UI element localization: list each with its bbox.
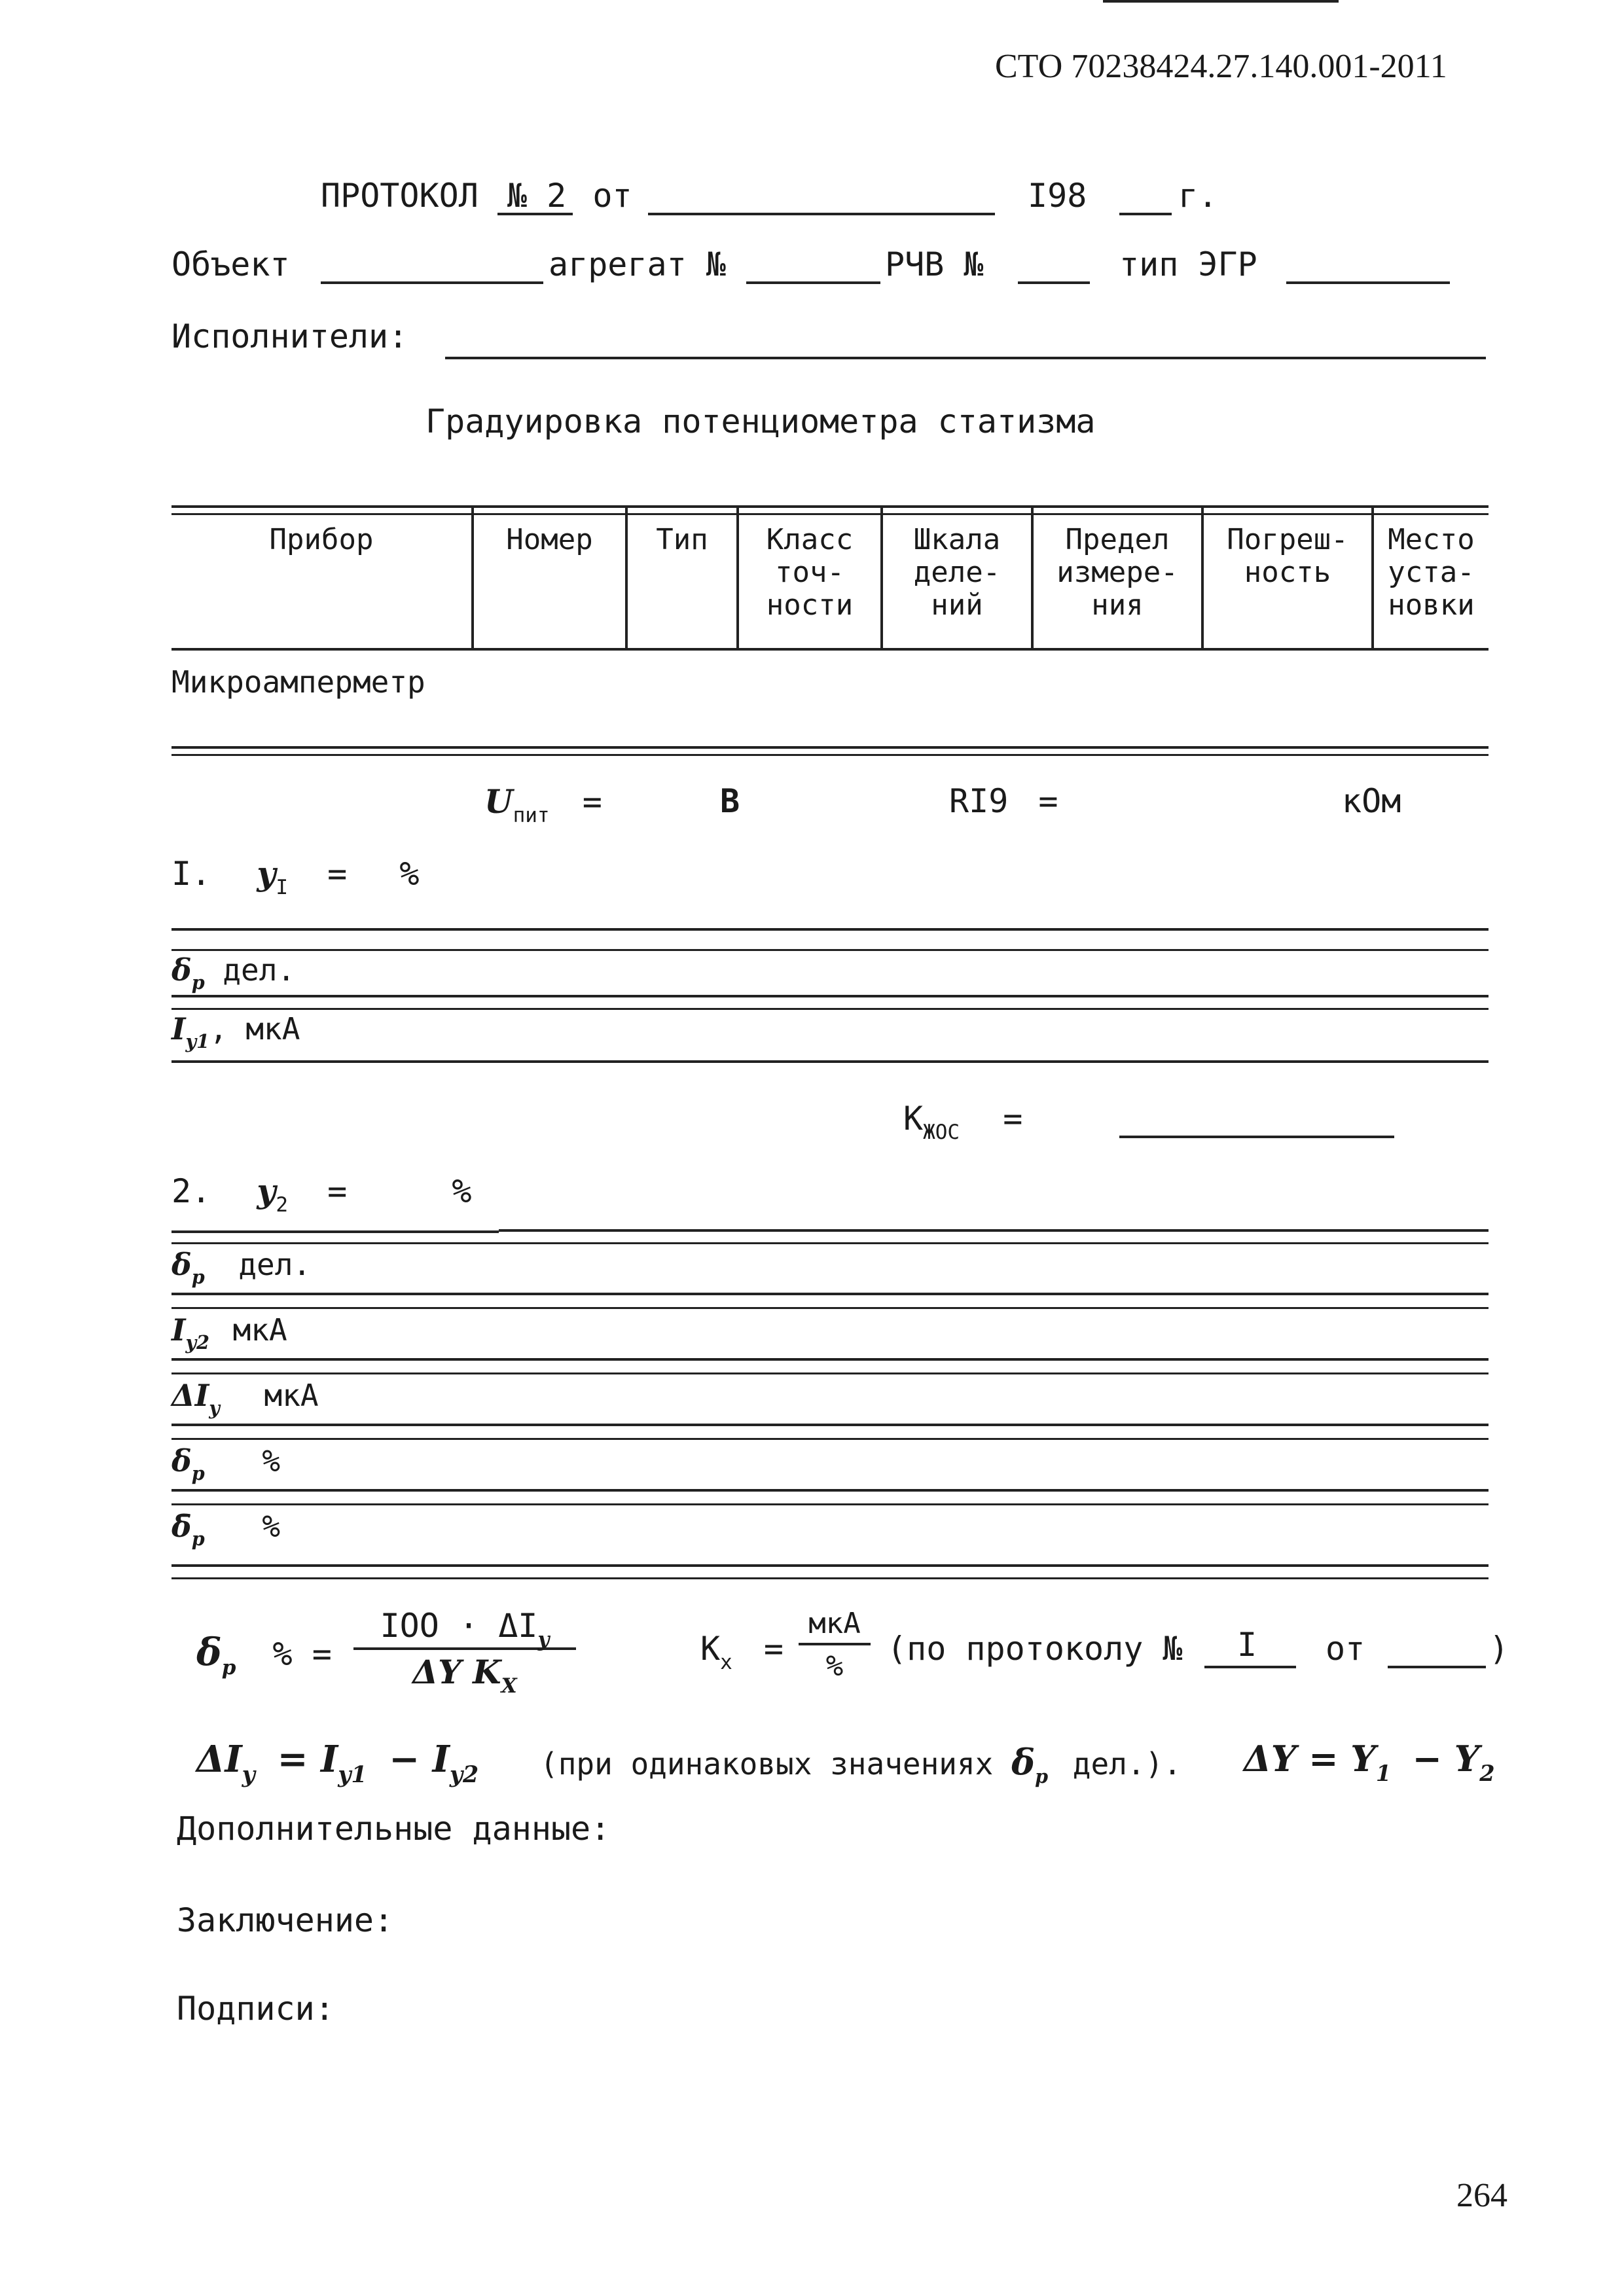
resistor-value-field[interactable] <box>1103 0 1339 3</box>
aggregate-field[interactable] <box>746 281 880 284</box>
step1-eq: = <box>327 855 348 893</box>
kjos-label <box>903 1100 1023 1144</box>
step2-row-deviation <box>171 1247 312 1288</box>
step2-unit: % <box>452 1172 472 1210</box>
rule-line <box>171 1008 1489 1010</box>
formula-note-sub: p <box>1035 1765 1049 1787</box>
formula-statism-symbol: δ <box>196 1630 222 1674</box>
step1-var: y <box>257 854 276 893</box>
step2-row-statism <box>171 1443 281 1484</box>
table-bottom-border-inner <box>171 754 1489 756</box>
performers-label: Исполнители: <box>171 317 408 355</box>
rule-line <box>171 1489 1489 1492</box>
formula-note-symbol: δ <box>1011 1741 1036 1783</box>
table-row-microammeter: Микроамперметр <box>171 664 425 700</box>
rule-line <box>171 1242 1489 1244</box>
rule-line <box>171 1503 1489 1505</box>
table-top-border-inner <box>171 513 1489 515</box>
column-header-range: Предел измере- ния <box>1056 523 1178 622</box>
step2-number: 2. <box>171 1172 211 1210</box>
step1-setpoint <box>171 854 420 899</box>
supply-voltage <box>484 782 602 827</box>
formula-dy-sub2: 2 <box>1479 1761 1495 1787</box>
formula-kx-sub: x <box>720 1650 732 1674</box>
step2-var-sub: 2 <box>276 1193 289 1217</box>
step2-row-sub: p <box>191 1527 205 1550</box>
protocol-from: от <box>592 177 632 215</box>
formula-dy-text: ΔY = Y <box>1244 1738 1376 1780</box>
column-header-scale: Шкала деле- ний <box>913 523 1001 622</box>
protocol-no-underline <box>497 213 573 215</box>
protocol-year-suffix: г. <box>1178 177 1218 215</box>
formula-denominator-sub: X <box>501 1674 517 1698</box>
step1-var-sub: I <box>276 875 289 899</box>
formula-kx-numerator: мкА <box>799 1607 871 1645</box>
protocol-year-field[interactable] <box>1119 213 1172 215</box>
step1-number: I. <box>171 855 211 893</box>
step1-row-symbol: I <box>171 1011 186 1047</box>
step2-eq: = <box>327 1172 348 1210</box>
step2-row-current <box>171 1312 287 1354</box>
formula-numerator <box>353 1607 576 1650</box>
formula-statism-sub: p <box>221 1655 236 1679</box>
formula-note <box>540 1741 1182 1787</box>
column-header-location: Место уста- новки <box>1388 523 1475 622</box>
formula-reference-close: ) <box>1489 1630 1509 1668</box>
step2-row-sub: p <box>191 1265 205 1288</box>
formula-reference <box>887 1630 1183 1668</box>
supply-voltage-sub: пит <box>513 803 550 827</box>
table-top-border <box>171 505 1489 508</box>
kjos-symbol: K <box>903 1100 924 1138</box>
step2-row-statism-mean <box>171 1509 281 1550</box>
column-header-type: Тип <box>656 523 708 556</box>
formula-numerator-text: IOO · ΔI <box>380 1607 538 1645</box>
page-number: 264 <box>1456 2177 1507 2214</box>
formula-denominator <box>353 1650 576 1698</box>
formula-dy-sub1: 1 <box>1375 1761 1392 1787</box>
aggregate-label: агрегат № <box>549 245 726 283</box>
formula-dy <box>1244 1738 1495 1787</box>
step2-row-symbol: δ <box>171 1443 192 1479</box>
formula-statism-unit: % = <box>272 1635 332 1673</box>
step2-row-symbol: I <box>171 1312 186 1348</box>
resistor-unit: кОм <box>1342 782 1401 820</box>
supply-voltage-unit: В <box>720 782 740 820</box>
step2-row-text: % <box>262 1443 281 1479</box>
resistor-label <box>949 782 1058 820</box>
rchv-field[interactable] <box>1018 281 1090 284</box>
formula-numerator-sub: y <box>537 1627 550 1651</box>
step1-row-current <box>171 1011 300 1052</box>
step2-row-sub: y2 <box>185 1331 209 1354</box>
step1-row-symbol: δ <box>171 952 192 988</box>
formula-delta-lhs: ΔI <box>196 1738 242 1781</box>
rchv-label: РЧВ № <box>885 245 984 283</box>
formula-note-text: (при одинаковых значениях <box>540 1746 994 1782</box>
step1-row-text: дел. <box>223 952 296 988</box>
formula-delta-term2: − I <box>389 1738 450 1781</box>
step2-row-sub: y <box>209 1396 220 1419</box>
object-label: Объект <box>171 245 290 283</box>
rule-line <box>171 1307 1489 1309</box>
rule-line <box>171 1293 1489 1295</box>
signatures-label: Подписи: <box>177 1990 334 2028</box>
rule-line <box>171 1358 1489 1361</box>
formula-kx-symbol: K <box>700 1630 721 1668</box>
rule-line <box>171 928 1489 931</box>
kjos-eq: = <box>1003 1100 1023 1138</box>
protocol-no-sign: № <box>507 177 528 215</box>
protocol-year-prefix: I98 <box>1028 177 1087 215</box>
step1-row-sub: y1 <box>185 1030 209 1052</box>
rule-line <box>171 1577 1489 1579</box>
step1-row-deviation <box>171 952 296 994</box>
table-header-bottom-border <box>171 648 1489 651</box>
formula-kx-eq: = <box>763 1630 784 1668</box>
formula-statism-fraction <box>353 1607 576 1698</box>
step2-var: y <box>257 1172 276 1210</box>
formula-reference-date-field[interactable] <box>1388 1666 1486 1668</box>
rule-line <box>171 1372 1489 1374</box>
protocol-title-text: ПРОТОКОЛ <box>321 177 478 215</box>
egr-type-label: тип ЭГР <box>1119 245 1257 283</box>
protocol-date-field[interactable] <box>648 213 995 215</box>
formula-kx-fraction <box>799 1607 871 1683</box>
rule-line <box>171 1438 1489 1440</box>
egr-type-field[interactable] <box>1286 281 1450 284</box>
step2-row-current-delta <box>171 1378 319 1419</box>
formula-delta-term2-sub: y2 <box>449 1761 479 1788</box>
rule-line <box>499 1229 1489 1232</box>
rule-line <box>171 995 1489 997</box>
step2-setpoint <box>171 1172 472 1217</box>
step2-row-symbol: δ̄ <box>171 1509 192 1544</box>
additional-data-label: Дополнительные данные: <box>177 1810 611 1848</box>
rule-line <box>171 1564 1489 1567</box>
formula-kx <box>700 1630 784 1674</box>
step2-row-text: дел. <box>238 1247 312 1282</box>
resistor-eq: = <box>1038 782 1058 820</box>
rule-line <box>171 1230 499 1233</box>
rule-line <box>171 949 1489 951</box>
section-title: Градуировка потенциометра статизма <box>425 403 1096 440</box>
formula-reference-protocol-no: I <box>1237 1626 1257 1664</box>
formula-reference-protocol-field[interactable] <box>1204 1666 1296 1668</box>
supply-voltage-eq: = <box>582 783 602 821</box>
formula-denominator-text: ΔY K <box>412 1653 501 1691</box>
formula-delta-lhs-sub: y <box>242 1761 255 1788</box>
protocol-no-value: 2 <box>547 177 567 215</box>
object-field[interactable] <box>321 281 543 284</box>
column-header-error: Погреш- ность <box>1227 523 1348 589</box>
step1-unit: % <box>399 855 420 893</box>
kjos-sub: ЖОС <box>923 1120 960 1144</box>
step2-row-symbol: δ <box>171 1247 192 1282</box>
step2-row-symbol: ΔI <box>171 1378 209 1413</box>
document-code: СТО 70238424.27.140.001-2011 <box>995 48 1447 85</box>
formula-kx-denominator: % <box>825 1649 844 1683</box>
kjos-value-field[interactable] <box>1119 1136 1394 1138</box>
column-header-device: Прибор <box>269 523 374 556</box>
performers-field[interactable] <box>445 357 1486 359</box>
step2-row-sub: p <box>191 1462 205 1484</box>
column-header-number: Номер <box>506 523 593 556</box>
step2-row-text: мкА <box>232 1312 287 1348</box>
formula-delta-term1-sub: y1 <box>338 1761 367 1788</box>
rule-line <box>171 1424 1489 1426</box>
column-header-accuracy-class: Класс точ- ности <box>766 523 854 622</box>
formula-note-end: дел.). <box>1072 1746 1182 1782</box>
formula-statism-lhs <box>196 1630 332 1679</box>
resistor-name: RI9 <box>949 782 1009 820</box>
formula-reference-from: от <box>1326 1630 1365 1668</box>
protocol-title <box>321 177 632 215</box>
formula-current-delta <box>196 1738 479 1788</box>
step2-row-text: % <box>262 1509 281 1544</box>
formula-reference-text: (по протоколу № <box>887 1630 1183 1668</box>
table-bottom-border <box>171 746 1489 749</box>
conclusion-label: Заключение: <box>177 1901 394 1939</box>
formula-delta-term1: = I <box>277 1738 338 1781</box>
formula-dy-minus: − Y <box>1412 1738 1480 1780</box>
supply-voltage-symbol: U <box>484 782 513 821</box>
step2-row-text: мкА <box>264 1378 319 1413</box>
step1-row-sub: p <box>191 971 205 994</box>
rule-line <box>171 1060 1489 1063</box>
step1-row-text: , мкА <box>209 1011 300 1047</box>
